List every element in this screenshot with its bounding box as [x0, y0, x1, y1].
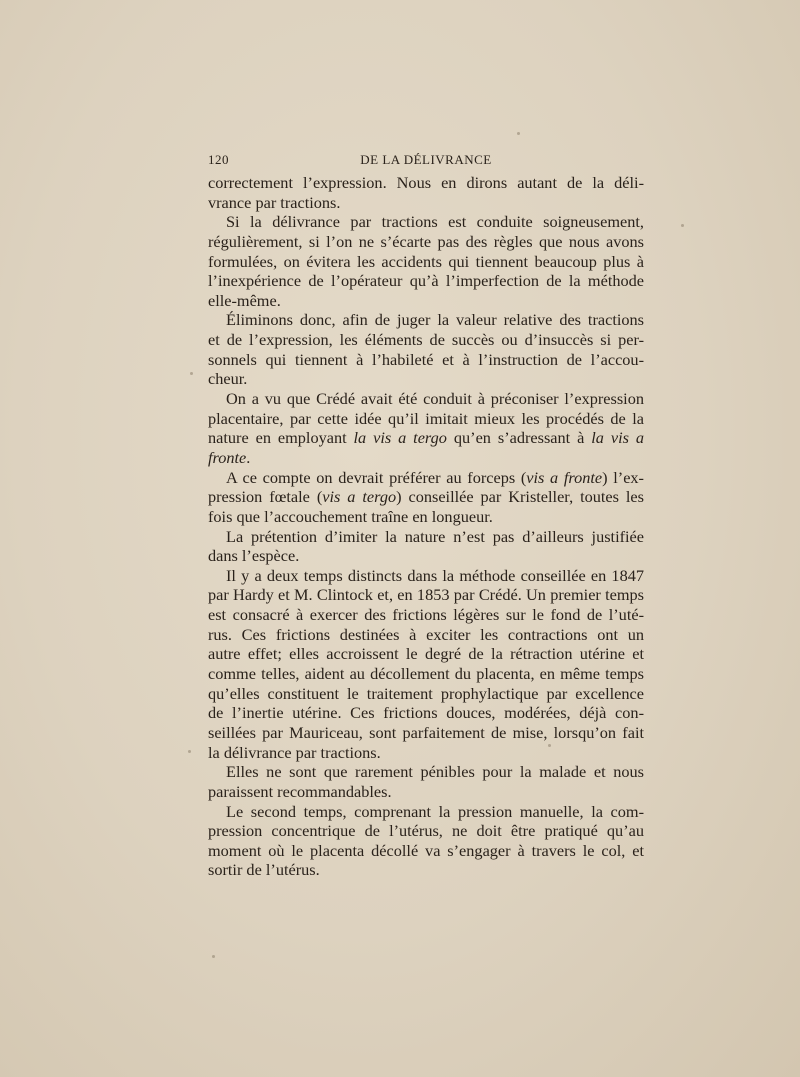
- text-line: seillées par Mauriceau, sont parfaitement de mise, lorsqu’on fait: [208, 722, 644, 742]
- text-line: Le second temps, comprenant la pression manuelle, la com-: [226, 801, 644, 821]
- text-line: moment où le placenta décollé va s’engager à travers le col, et: [208, 840, 644, 860]
- text-line: Elles ne sont que rarement pénibles pour la malade et nous: [226, 762, 644, 782]
- page-header: [208, 152, 644, 170]
- text-line: formulées, on évitera les accidents qui tiennent beaucoup plus à: [208, 251, 644, 271]
- body-text: [208, 173, 644, 880]
- text-run: nature en employant: [208, 428, 354, 448]
- text-line: est consacré à exercer des frictions légères sur le fond de l’uté-: [208, 605, 644, 625]
- paper-speck: [517, 132, 520, 135]
- text-line: [208, 428, 644, 448]
- text-run: A ce compte on devrait préférer au forceps (: [226, 467, 527, 487]
- page-number: 120: [208, 152, 229, 167]
- text-line: cheur.: [208, 369, 248, 389]
- text-line: sonnels qui tiennent à l’habileté et à l’instruction de l’accou-: [208, 349, 644, 369]
- text-line: comme telles, aident au décollement du placenta, en même temps: [208, 664, 644, 684]
- latin-term: la vis a tergo: [353, 428, 447, 448]
- paper-speck: [681, 224, 684, 227]
- text-line: l’inexpérience de l’opérateur qu’à l’imperfection de la méthode: [208, 271, 644, 291]
- text-line: Éliminons donc, afin de juger la valeur relative des tractions: [226, 310, 644, 330]
- latin-term: vis a fronte: [526, 467, 603, 487]
- text-run: qu’en s’adressant à: [446, 428, 592, 448]
- text-line: régulièrement, si l’on ne s’écarte pas des règles que nous avons: [208, 231, 644, 251]
- text-line: qu’elles constituent le traitement prophylactique par excellence: [208, 683, 644, 703]
- text-line: [208, 487, 644, 507]
- text-line: et de l’expression, les éléments de succès ou d’insuccès si per-: [208, 330, 644, 350]
- text-line: dans l’espèce.: [208, 546, 300, 566]
- text-line: La prétention d’imiter la nature n’est pas d’ailleurs justifiée: [226, 526, 644, 546]
- paper-speck: [212, 955, 215, 958]
- latin-term: fronte: [208, 447, 247, 467]
- paper-speck: [548, 744, 551, 747]
- text-line: [208, 468, 644, 488]
- text-run: ) conseillée par Kristeller, toutes les: [396, 487, 644, 507]
- text-line: Si la délivrance par tractions est conduite soigneusement,: [226, 212, 644, 232]
- text-line: Il y a deux temps distincts dans la méthode conseillée en 1847: [226, 565, 644, 585]
- text-run: pression fœtale (: [208, 487, 323, 507]
- text-line: autre effet; elles accroissent le degré de la rétraction utérine et: [208, 644, 644, 664]
- text-line: elle-même.: [208, 290, 281, 310]
- text-line: correctement l’expression. Nous en dirons autant de la déli-: [208, 173, 644, 192]
- latin-term: vis a tergo: [322, 487, 397, 507]
- text-line: fois que l’accouchement traîne en longueur.: [208, 506, 493, 526]
- paper-speck: [188, 750, 191, 753]
- text-line: par Hardy et M. Clintock et, en 1853 par Crédé. Un premier temps: [208, 585, 644, 605]
- text-line: placentaire, par cette idée qu’il imitait mieux les procédés de la: [208, 408, 644, 428]
- text-line: la délivrance par tractions.: [208, 742, 381, 762]
- text-line: de l’inertie utérine. Ces frictions douces, modérées, déjà con-: [208, 703, 644, 723]
- text-line: paraissent recommandables.: [208, 781, 392, 801]
- text-line: [208, 448, 644, 468]
- text-line: vrance par tractions.: [208, 192, 341, 212]
- text-run: .: [246, 447, 251, 467]
- text-line: rus. Ces frictions destinées à exciter les contractions ont un: [208, 624, 644, 644]
- text-line: On a vu que Crédé avait été conduit à préconiser l’expression: [226, 389, 644, 409]
- paper-speck: [190, 372, 193, 375]
- text-line: sortir de l’utérus.: [208, 860, 320, 880]
- text-run: ) l’ex-: [602, 467, 644, 487]
- text-line: pression concentrique de l’utérus, ne doit être pratiqué qu’au: [208, 821, 644, 841]
- latin-term: la vis a: [591, 428, 644, 448]
- running-title: DE LA DÉLIVRANCE: [360, 152, 492, 167]
